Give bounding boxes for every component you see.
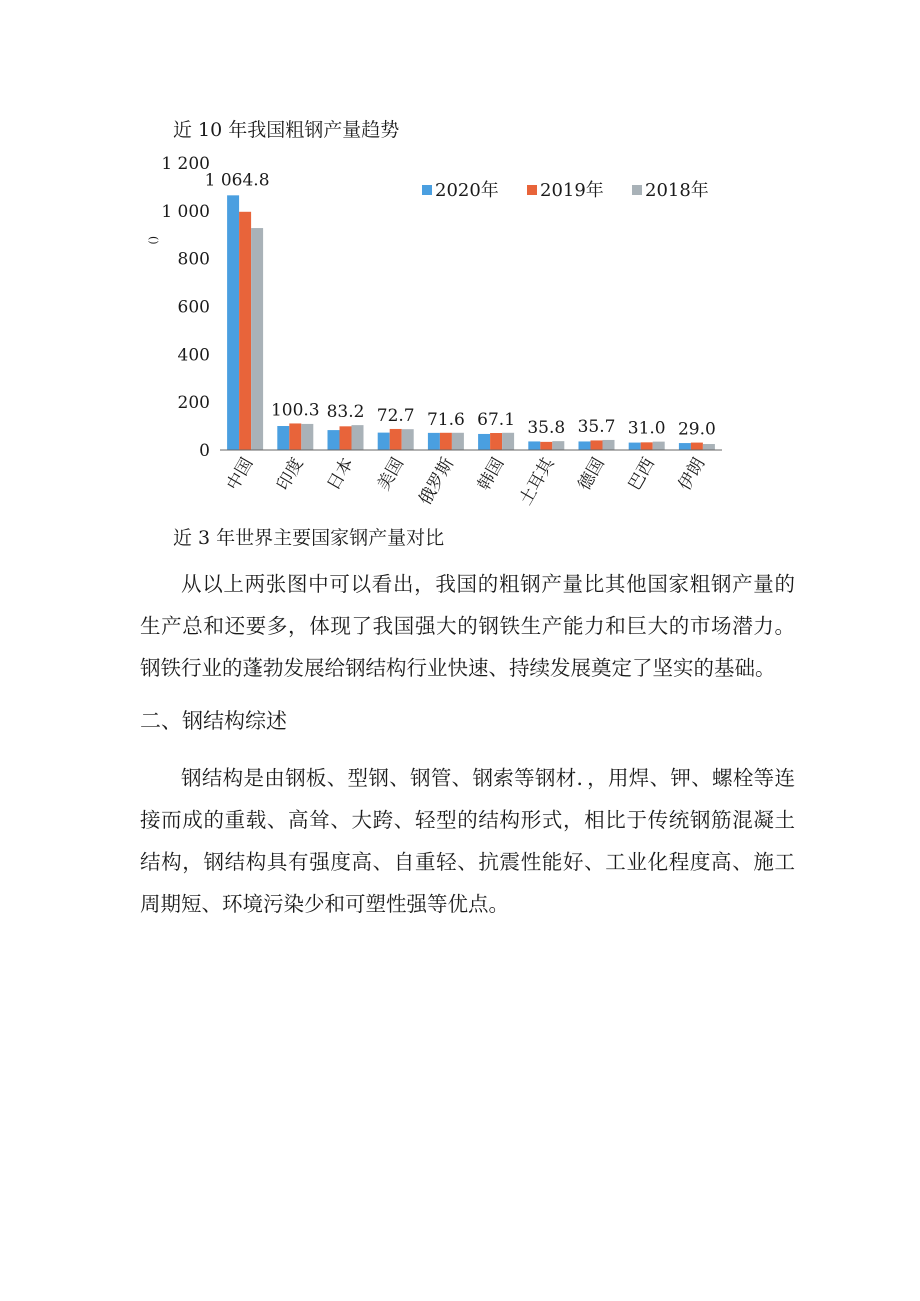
y-tick-label: 1 000 (161, 201, 210, 222)
bar-印度-2019年 (289, 423, 301, 450)
bar-中国-2020年 (227, 195, 239, 450)
x-tick-label: 德国 (574, 454, 609, 494)
bar-印度-2020年 (277, 426, 289, 450)
data-label: 67.1 (477, 409, 516, 430)
legend-swatch-2018年 (632, 185, 642, 195)
bar-土耳其-2020年 (528, 441, 540, 450)
bar-巴西-2020年 (629, 443, 641, 450)
y-axis-label: () (147, 236, 160, 245)
chart-legend (422, 179, 709, 201)
bar-韩国-2019年 (490, 433, 502, 450)
bar-巴西-2018年 (653, 442, 665, 450)
legend-swatch-2020年 (422, 185, 432, 195)
x-tick-label: 巴西 (624, 454, 660, 494)
bar-印度-2018年 (301, 424, 313, 450)
data-label: 100.3 (270, 400, 320, 421)
legend-swatch-2019年 (527, 185, 537, 195)
x-tick-label: 美国 (373, 454, 409, 494)
bar-德国-2018年 (603, 440, 615, 450)
chart-caption-trend: 近 10 年我国粗钢产量趋势 (173, 119, 400, 141)
x-tick-label: 韩国 (474, 454, 509, 494)
bar-中国-2019年 (239, 212, 251, 450)
x-axis-ticks (223, 453, 709, 509)
bar-俄罗斯-2018年 (452, 433, 464, 450)
bar-美国-2019年 (390, 429, 402, 450)
legend-label: 2020年 (435, 180, 499, 201)
bar-日本-2020年 (328, 430, 340, 450)
section-heading: 二、钢结构综述 (140, 709, 287, 733)
bar-土耳其-2018年 (552, 441, 564, 450)
data-label: 35.7 (577, 416, 616, 437)
bar-韩国-2018年 (502, 433, 514, 450)
y-tick-label: 200 (177, 393, 210, 414)
bar-美国-2018年 (402, 429, 414, 450)
y-axis-ticks (161, 154, 210, 461)
body-paragraph-2: 钢结构是由钢板、型钢、钢管、钢索等钢材．，用焊、钾、螺栓等连接而成的重载、高耸、大跨、轻型的结构形式，相比于传统钢筋混凝土结构，钢结构具有强度高、自重轻、抗震性能好、工业化程度高、施工周期短、环境污染少和可塑性强等优点。 (140, 766, 795, 916)
bar-美国-2020年 (378, 433, 390, 450)
bar-日本-2019年 (340, 426, 352, 450)
x-tick-label: 印度 (273, 454, 308, 494)
y-tick-label: 1 200 (161, 154, 210, 174)
x-tick-label: 日本 (323, 454, 358, 494)
bar-土耳其-2019年 (540, 442, 552, 450)
steel-output-bar-chart (147, 150, 730, 520)
y-tick-label: 0 (199, 441, 210, 461)
data-label: 71.6 (426, 409, 465, 430)
data-label: 72.7 (376, 405, 415, 426)
body-paragraph-1: 从以上两张图中可以看出，我国的粗钢产量比其他国家粗钢产量的生产总和还要多，体现了我国强大的钢铁生产能力和巨大的市场潜力。钢铁行业的蓬勃发展给钢结构行业快速、持续发展奠定了坚实的基础。 (140, 572, 795, 680)
data-label: 31.0 (627, 418, 666, 439)
data-label: 1 064.8 (204, 170, 270, 191)
bar-日本-2018年 (352, 425, 364, 450)
bar-俄罗斯-2019年 (440, 433, 452, 450)
bar-伊朗-2019年 (691, 443, 703, 450)
bar-俄罗斯-2020年 (428, 433, 440, 450)
x-tick-label: 土耳其 (515, 454, 559, 509)
bar-巴西-2019年 (641, 442, 653, 450)
bar-德国-2020年 (579, 441, 591, 450)
bar-德国-2019年 (591, 440, 603, 450)
x-tick-label: 伊朗 (674, 454, 710, 494)
legend-label: 2019年 (540, 180, 604, 201)
data-labels (205, 170, 716, 439)
chart-caption-comparison: 近 3 年世界主要国家钢产量对比 (173, 527, 445, 549)
legend-label: 2018年 (645, 180, 709, 201)
data-label: 83.2 (326, 402, 365, 423)
y-tick-label: 600 (177, 297, 210, 318)
bar-韩国-2020年 (478, 434, 490, 450)
bar-中国-2018年 (251, 228, 263, 450)
x-tick-label: 中国 (223, 454, 258, 494)
y-tick-label: 800 (177, 249, 210, 270)
data-label: 35.8 (527, 418, 566, 439)
x-tick-label: 俄罗斯 (415, 454, 459, 509)
bar-伊朗-2020年 (679, 443, 691, 450)
data-label: 29.0 (677, 419, 716, 440)
bar-伊朗-2018年 (703, 444, 715, 450)
y-tick-label: 400 (177, 345, 210, 366)
